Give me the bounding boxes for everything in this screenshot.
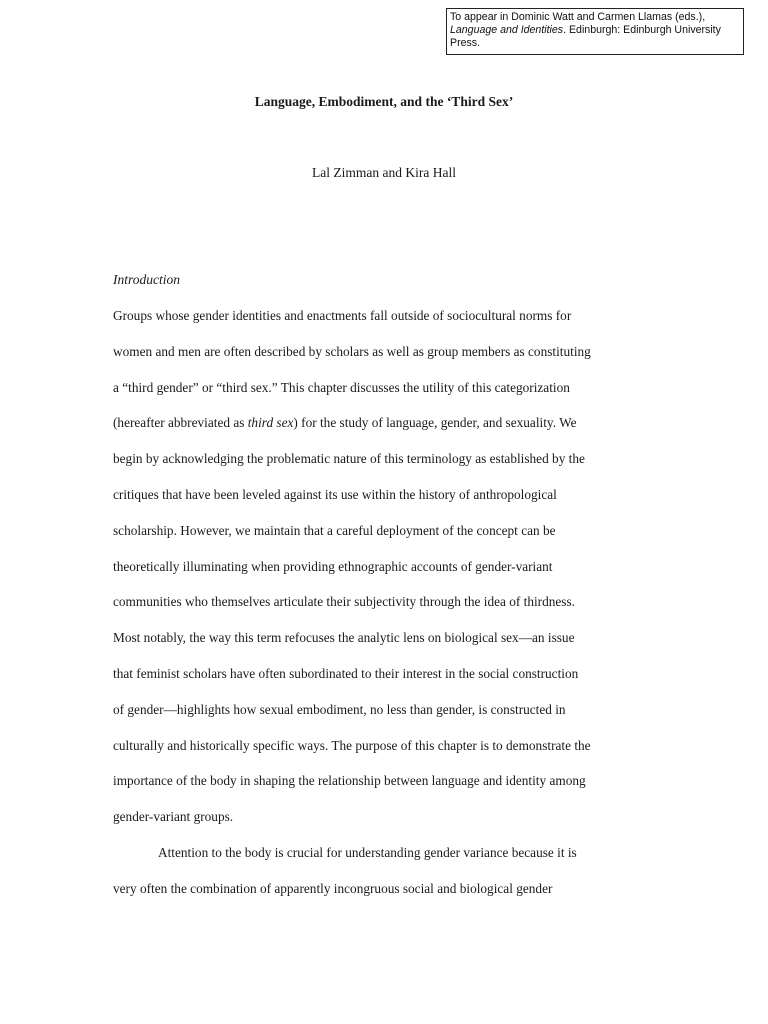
paragraph-line: importance of the body in shaping the relationship between language and identity among: [113, 773, 586, 789]
paragraph-line: gender-variant groups.: [113, 809, 234, 825]
paragraph-line: that feminist scholars have often subordinated to their interest in the social construction: [113, 665, 579, 681]
document-authors: Lal Zimman and Kira Hall: [312, 165, 456, 180]
section-heading: Introduction: [113, 272, 180, 287]
paragraph-line: of gender—highlights how sexual embodiment, no less than gender, is constructed in: [113, 701, 566, 717]
paragraph-line: theoretically illuminating when providing ethnographic accounts of gender-variant: [113, 558, 553, 574]
paragraph-line: Most notably, the way this term refocuses the analytic lens on biological sex—an issue: [113, 630, 575, 646]
body-text: [113, 307, 673, 916]
italic-term: third sex: [247, 415, 294, 431]
paragraph-line: women and men are often described by scholars as well as group members as constituting: [113, 343, 591, 359]
paragraph-line: Groups whose gender identities and enactments fall outside of sociocultural norms for: [113, 308, 572, 323]
publication-note-prefix: To appear in Dominic Watt and Carmen Llamas (eds.),: [450, 11, 706, 23]
publication-note-book-title: Language and Identities: [450, 24, 564, 36]
paragraph-line-text: ) for the study of language, gender, and sexuality. We: [293, 415, 577, 431]
paragraph-line: communities who themselves articulate their subjectivity through the idea of thirdness.: [113, 594, 575, 610]
paragraph-line: [113, 414, 673, 450]
paragraph-line: begin by acknowledging the problematic nature of this terminology as established by the: [113, 451, 585, 467]
paragraph-line: a “third gender” or “third sex.” This chapter discusses the utility of this categorization: [113, 379, 570, 395]
publication-note-suffix: . Edinburgh: Edinburgh University Press.: [450, 24, 721, 49]
paragraph-line: critiques that have been leveled against its use within the history of anthropological: [113, 486, 557, 502]
paragraph-line: Attention to the body is crucial for understanding gender variance because it is: [158, 844, 577, 860]
paragraph-line: scholarship. However, we maintain that a careful deployment of the concept can be: [113, 522, 556, 538]
paragraph-line: culturally and historically specific ways. The purpose of this chapter is to demonstrate the: [113, 737, 591, 753]
paragraph-line: very often the combination of apparently incongruous social and biological gender: [113, 880, 553, 896]
publication-note-box: [446, 8, 744, 55]
document-title: Language, Embodiment, and the ‘Third Sex’: [254, 94, 514, 109]
paragraph-line-text: (hereafter abbreviated as: [113, 415, 248, 431]
